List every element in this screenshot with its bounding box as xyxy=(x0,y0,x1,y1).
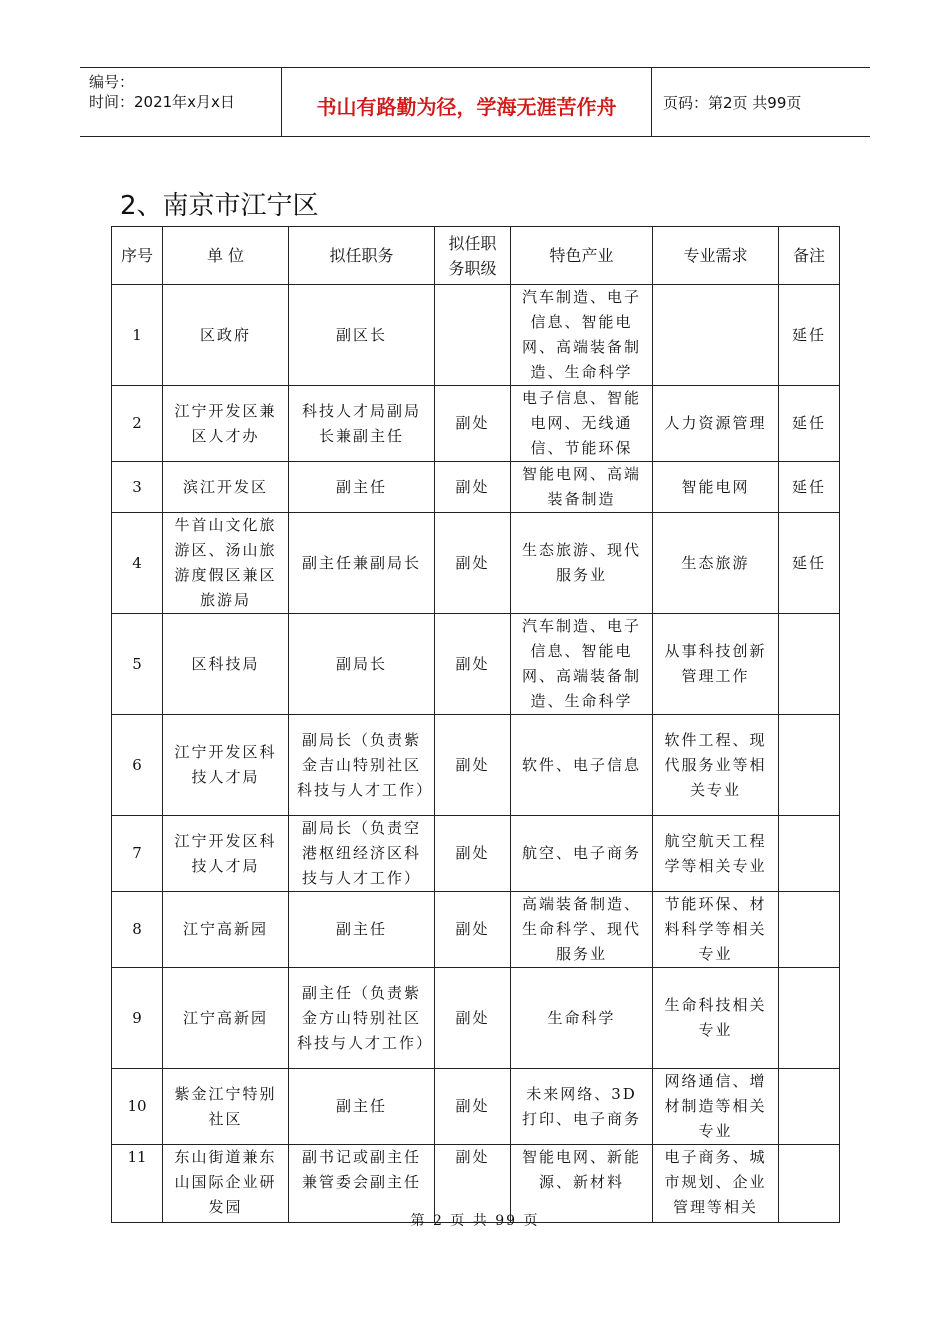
date-label: 时间：2021年x月x日 xyxy=(89,93,235,111)
positions-table xyxy=(111,226,840,1223)
row-no: 1 xyxy=(112,285,163,386)
row-need: 电子商务、城市规划、企业管理等相关 xyxy=(653,1145,779,1223)
row-no: 6 xyxy=(112,715,163,816)
row-need: 从事科技创新管理工作 xyxy=(653,614,779,715)
row-no: 9 xyxy=(112,968,163,1069)
row-rank: 副处 xyxy=(435,513,511,614)
row-rank: 副处 xyxy=(435,892,511,968)
row-post: 副主任 xyxy=(289,892,435,968)
col-header-note: 备注 xyxy=(779,227,840,285)
row-unit: 江宁高新园 xyxy=(163,892,289,968)
row-unit: 江宁开发区科技人才局 xyxy=(163,816,289,892)
row-rank: 副处 xyxy=(435,386,511,462)
row-industry: 航空、电子商务 xyxy=(511,816,653,892)
row-post: 副主任（负责紫金方山特别社区科技与人才工作） xyxy=(289,968,435,1069)
row-post: 副区长 xyxy=(289,285,435,386)
row-unit: 区科技局 xyxy=(163,614,289,715)
row-post: 副主任兼副局长 xyxy=(289,513,435,614)
col-header-no: 序号 xyxy=(112,227,163,285)
row-unit: 江宁开发区科技人才局 xyxy=(163,715,289,816)
row-unit: 牛首山文化旅游区、汤山旅游度假区兼区旅游局 xyxy=(163,513,289,614)
row-need: 生态旅游 xyxy=(653,513,779,614)
row-note xyxy=(779,614,840,715)
row-no: 4 xyxy=(112,513,163,614)
row-need: 节能环保、材料科学等相关专业 xyxy=(653,892,779,968)
col-header-post: 拟任职务 xyxy=(289,227,435,285)
header-motto: 书山有路勤为径，学海无涯苦作舟 xyxy=(281,68,652,136)
row-no: 10 xyxy=(112,1069,163,1145)
row-note xyxy=(779,892,840,968)
col-header-rank: 拟任职务职级 xyxy=(435,227,511,285)
table-row xyxy=(112,892,840,968)
row-no: 5 xyxy=(112,614,163,715)
row-note: 延任 xyxy=(779,285,840,386)
row-need: 人力资源管理 xyxy=(653,386,779,462)
row-no: 3 xyxy=(112,462,163,513)
page-header xyxy=(80,67,870,137)
row-rank: 副处 xyxy=(435,614,511,715)
row-post: 副主任 xyxy=(289,462,435,513)
row-rank: 副处 xyxy=(435,968,511,1069)
row-no: 2 xyxy=(112,386,163,462)
row-industry: 汽车制造、电子信息、智能电网、高端装备制造、生命科学 xyxy=(511,285,653,386)
row-note xyxy=(779,715,840,816)
row-note xyxy=(779,816,840,892)
row-rank xyxy=(435,285,511,386)
table-row xyxy=(112,386,840,462)
row-note xyxy=(779,1069,840,1145)
table-row xyxy=(112,816,840,892)
header-meta xyxy=(80,68,281,136)
row-need: 生命科技相关专业 xyxy=(653,968,779,1069)
header-page-info: 页码：第2页 共99页 xyxy=(663,93,802,112)
table-row xyxy=(112,513,840,614)
col-header-need: 专业需求 xyxy=(653,227,779,285)
row-industry: 未来网络、3D打印、电子商务 xyxy=(511,1069,653,1145)
page-footer: 第 2 页 共 99 页 xyxy=(410,1213,540,1229)
table-row xyxy=(112,614,840,715)
row-industry: 智能电网、高端装备制造 xyxy=(511,462,653,513)
col-header-unit: 单 位 xyxy=(163,227,289,285)
row-note xyxy=(779,968,840,1069)
row-rank: 副处 xyxy=(435,462,511,513)
row-rank: 副处 xyxy=(435,816,511,892)
row-rank: 副处 xyxy=(435,1145,511,1223)
row-rank: 副处 xyxy=(435,1069,511,1145)
row-post: 副书记或副主任兼管委会副主任 xyxy=(289,1145,435,1223)
row-industry: 高端装备制造、生命科学、现代服务业 xyxy=(511,892,653,968)
row-need: 软件工程、现代服务业等相关专业 xyxy=(653,715,779,816)
row-industry: 智能电网、新能源、新材料 xyxy=(511,1145,653,1223)
row-post: 副主任 xyxy=(289,1069,435,1145)
table-row xyxy=(112,462,840,513)
row-note: 延任 xyxy=(779,513,840,614)
row-need: 智能电网 xyxy=(653,462,779,513)
row-industry: 生态旅游、现代服务业 xyxy=(511,513,653,614)
row-note: 延任 xyxy=(779,462,840,513)
row-unit: 东山街道兼东山国际企业研发园 xyxy=(163,1145,289,1223)
row-no: 8 xyxy=(112,892,163,968)
row-no: 7 xyxy=(112,816,163,892)
table-row xyxy=(112,285,840,386)
row-unit: 区政府 xyxy=(163,285,289,386)
table-row xyxy=(112,968,840,1069)
row-need: 网络通信、增材制造等相关专业 xyxy=(653,1069,779,1145)
row-post: 副局长（负责紫金吉山特别社区科技与人才工作） xyxy=(289,715,435,816)
row-unit: 滨江开发区 xyxy=(163,462,289,513)
table-row xyxy=(112,1069,840,1145)
row-post: 副局长（负责空港枢纽经济区科技与人才工作） xyxy=(289,816,435,892)
row-post: 副局长 xyxy=(289,614,435,715)
table-header-row xyxy=(112,227,840,285)
table-row xyxy=(112,715,840,816)
row-no: 11 xyxy=(112,1145,163,1223)
row-rank: 副处 xyxy=(435,715,511,816)
col-header-industry: 特色产业 xyxy=(511,227,653,285)
row-need: 航空航天工程学等相关专业 xyxy=(653,816,779,892)
row-industry: 汽车制造、电子信息、智能电网、高端装备制造、生命科学 xyxy=(511,614,653,715)
row-unit: 江宁高新园 xyxy=(163,968,289,1069)
section-title: 2、南京市江宁区 xyxy=(120,191,319,221)
row-unit: 江宁开发区兼区人才办 xyxy=(163,386,289,462)
row-industry: 软件、电子信息 xyxy=(511,715,653,816)
row-industry: 生命科学 xyxy=(511,968,653,1069)
row-industry: 电子信息、智能电网、无线通信、节能环保 xyxy=(511,386,653,462)
code-label: 编号： xyxy=(89,73,135,91)
row-need xyxy=(653,285,779,386)
row-post: 科技人才局副局长兼副主任 xyxy=(289,386,435,462)
row-note: 延任 xyxy=(779,386,840,462)
row-unit: 紫金江宁特别社区 xyxy=(163,1069,289,1145)
